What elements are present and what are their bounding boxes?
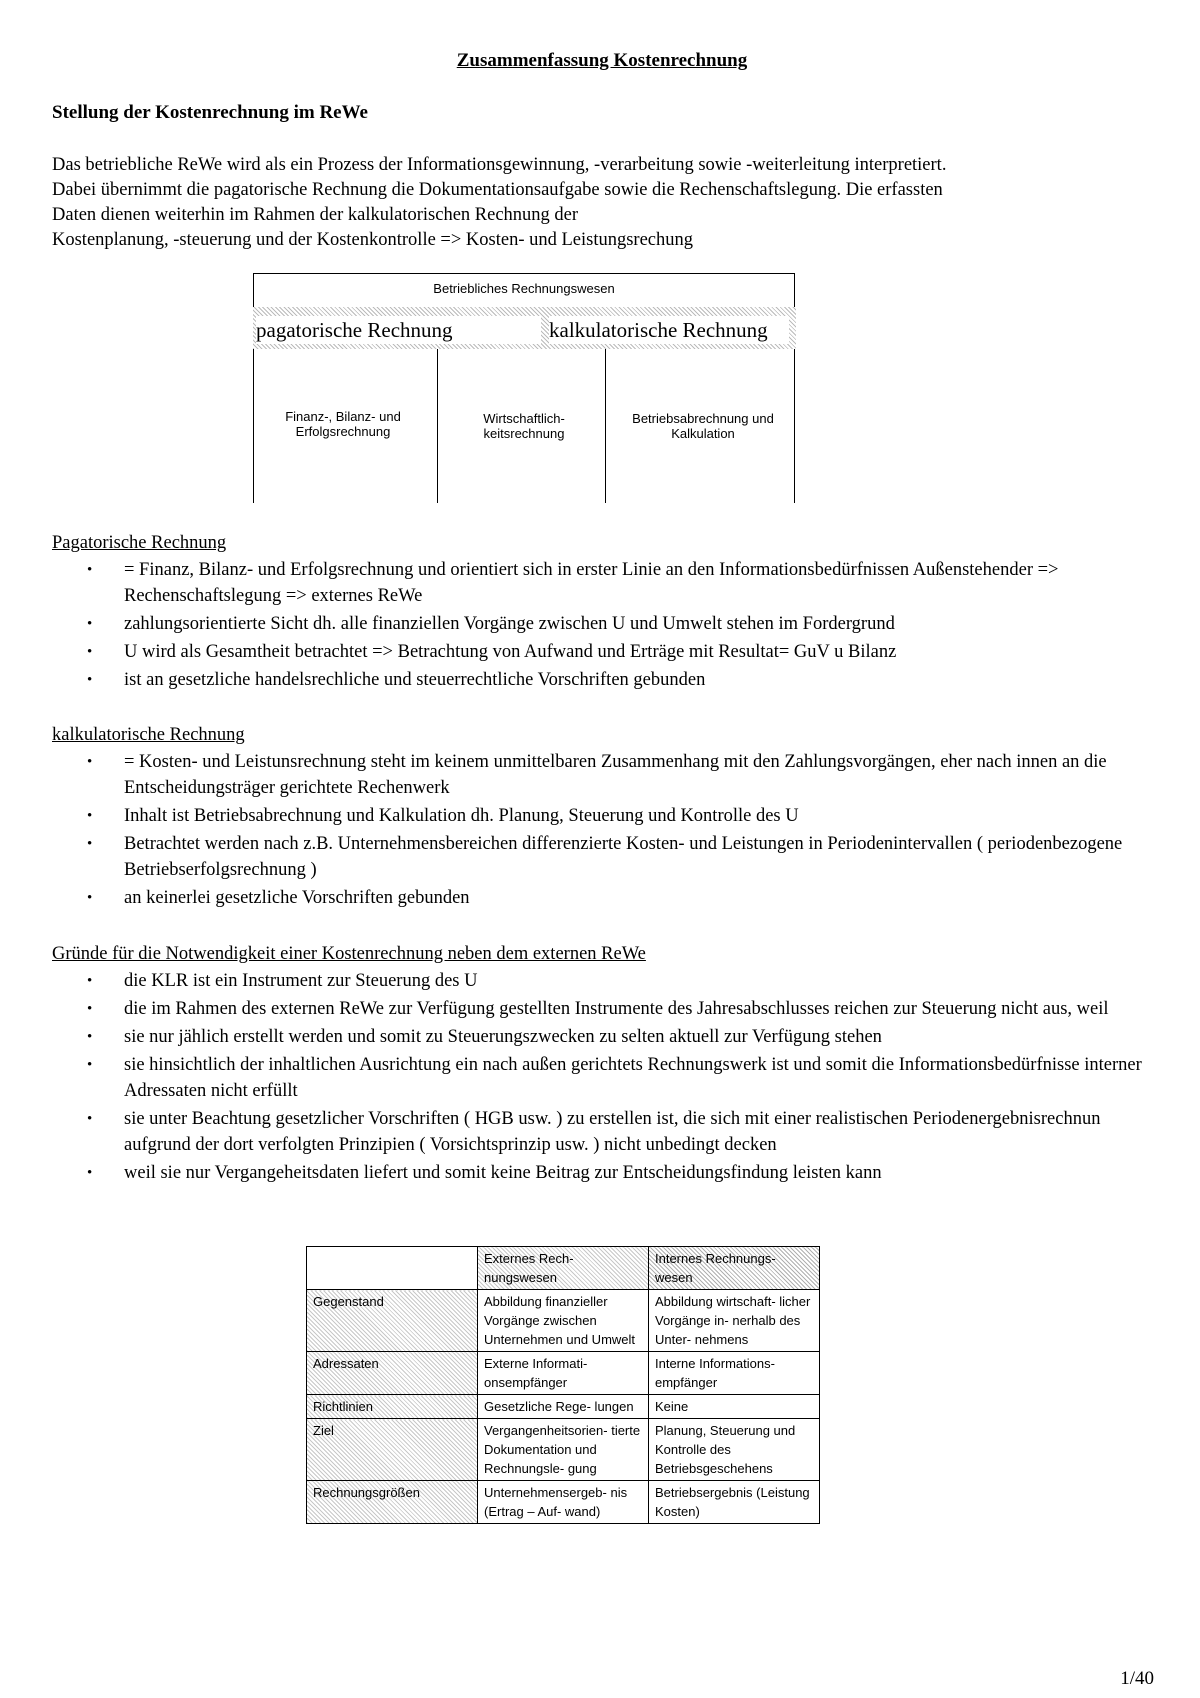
list-item: • ist an gesetzliche handelsrechliche und steuerrechtliche Vorschriften gebunden (52, 667, 1152, 693)
diagram-divider (605, 349, 606, 503)
table-row (307, 1395, 820, 1419)
table-header: Externes Rech- nungswesen (478, 1247, 649, 1290)
diagram-box-finanz: Finanz-, Bilanz- und Erfolgsrechnung (285, 409, 401, 439)
diagram-top-label: Betriebliches Rechnungswesen (253, 273, 795, 308)
table-cell: Keine (649, 1395, 820, 1419)
intro-line: Kostenplanung, -steuerung und der Kostenkontrolle => Kosten- und Leistungsrechung (52, 230, 694, 250)
section-title: kalkulatorische Rechnung (52, 725, 245, 745)
table-cell: Betriebsergebnis (Leistung Kosten) (649, 1481, 820, 1524)
list-item: • sie unter Beachtung gesetzlicher Vorschriften ( HGB usw. ) zu erstellen ist, die sich mit einer realistischen Periodenergebnisrechnun aufgrund der dort verfolgten Prinzipien ( Vorsichtsprinzip usw. ) nicht unbedingt decken (52, 1106, 1152, 1158)
intro-line: Daten dienen weiterhin im Rahmen der kalkulatorischen Rechnung der (52, 205, 579, 225)
diagram-right-header: kalkulatorische Rechnung (549, 316, 789, 344)
section-heading: Stellung der Kostenrechnung im ReWe (52, 102, 368, 123)
table-cell: Interne Informations- empfänger (649, 1352, 820, 1395)
intro-line: Das betriebliche ReWe wird als ein Prozess der Informationsgewinnung, -verarbeitung sowie -weiterleitung interpretiert. (52, 155, 947, 175)
list-item: • sie hinsichtlich der inhaltlichen Ausrichtung ein nach außen gerichtets Rechnungswerk ist und somit die Informationsbedürfnisse interner Adressaten nicht erfüllt (52, 1052, 1152, 1104)
section-title: Gründe für die Notwendigkeit einer Kostenrechnung neben dem externen ReWe (52, 944, 646, 964)
section-gruende (52, 941, 1152, 1188)
list-item: • U wird als Gesamtheit betrachtet => Betrachtung von Aufwand und Erträge mit Resultat= GuV u Bilanz (52, 639, 1152, 665)
list-item: • die im Rahmen des externen ReWe zur Verfügung gestellten Instrumente des Jahresabschlusses reichen zur Steuerung nicht aus, weil (52, 996, 1152, 1022)
list-item: • sie nur jählich erstellt werden und somit zu Steuerungszwecken zu selten aktuell zur Verfügung stehen (52, 1024, 1152, 1050)
section-title: Pagatorische Rechnung (52, 533, 227, 553)
table-cell (307, 1247, 478, 1290)
list-item: • die KLR ist ein Instrument zur Steuerung des U (52, 968, 1152, 994)
row-header: Adressaten (307, 1352, 478, 1395)
list-item: • an keinerlei gesetzliche Vorschriften gebunden (52, 885, 1152, 911)
list-item: • = Finanz, Bilanz- und Erfolgsrechnung und orientiert sich in erster Linie an den Informationsbedürfnissen Außenstehender => Rechenschaftslegung => externes ReWe (52, 557, 1152, 609)
section-pagatorisch (52, 530, 1152, 695)
list-item: • zahlungsorientierte Sicht dh. alle finanziellen Vorgänge zwischen U und Umwelt stehen im Fordergrund (52, 611, 1152, 637)
table-cell: Abbildung wirtschaft- licher Vorgänge in- nerhalb des Unter- nehmens (649, 1290, 820, 1352)
table-cell: Externe Informati- onsempfänger (478, 1352, 649, 1395)
row-header: Rechnungsgrößen (307, 1481, 478, 1524)
table-row (307, 1290, 820, 1352)
list-item: • Inhalt ist Betriebsabrechnung und Kalkulation dh. Planung, Steuerung und Kontrolle des U (52, 803, 1152, 829)
page-title: Zusammenfassung Kostenrechnung (456, 50, 748, 71)
comparison-table (306, 1246, 820, 1524)
diagram-divider (794, 349, 795, 503)
diagram-left-header: pagatorische Rechnung (256, 316, 541, 344)
diagram-box-wirtschaftlichkeit: Wirtschaftlich- keitsrechnung (483, 411, 565, 441)
table-cell: Unternehmensergeb- nis (Ertrag – Auf- wand) (478, 1481, 649, 1524)
diagram-divider (253, 349, 254, 503)
table-cell: Gesetzliche Rege- lungen (478, 1395, 649, 1419)
section-kalkulatorisch (52, 722, 1152, 913)
row-header: Ziel (307, 1419, 478, 1481)
table-cell: Abbildung finanzieller Vorgänge zwischen Unternehmen und Umwelt (478, 1290, 649, 1352)
list-item: • = Kosten- und Leistunsrechnung steht im keinem unmittelbaren Zusammenhang mit den Zahlungsvorgängen, eher nach innen an die Entscheidungsträger gerichtete Rechenwerk (52, 749, 1152, 801)
table-row (307, 1481, 820, 1524)
table-row (307, 1247, 820, 1290)
list-item: • weil sie nur Vergangeheitsdaten liefert und somit keine Beitrag zur Entscheidungsfindung leisten kann (52, 1160, 1152, 1186)
page-number: 1/40 (1120, 1668, 1154, 1689)
table-cell: Vergangenheitsorien- tierte Dokumentation und Rechnungsle- gung (478, 1419, 649, 1481)
row-header: Gegenstand (307, 1290, 478, 1352)
diagram-box-betriebsabrechnung: Betriebsabrechnung und Kalkulation (632, 411, 774, 441)
table-row (307, 1352, 820, 1395)
rechnungswesen-diagram (251, 273, 796, 503)
list-item: • Betrachtet werden nach z.B. Unternehmensbereichen differenzierte Kosten- und Leistungen in Periodenintervallen ( periodenbezogene Betriebserfolgsrechnung ) (52, 831, 1152, 883)
intro-line: Dabei übernimmt die pagatorische Rechnung die Dokumentationsaufgabe sowie die Rechenschaftslegung. Die erfassten (52, 180, 943, 200)
table-row (307, 1419, 820, 1481)
table-header: Internes Rechnungs- wesen (649, 1247, 820, 1290)
table-cell: Planung, Steuerung und Kontrolle des Betriebsgeschehens (649, 1419, 820, 1481)
row-header: Richtlinien (307, 1395, 478, 1419)
diagram-divider (437, 349, 438, 503)
intro-paragraph (52, 153, 1152, 253)
